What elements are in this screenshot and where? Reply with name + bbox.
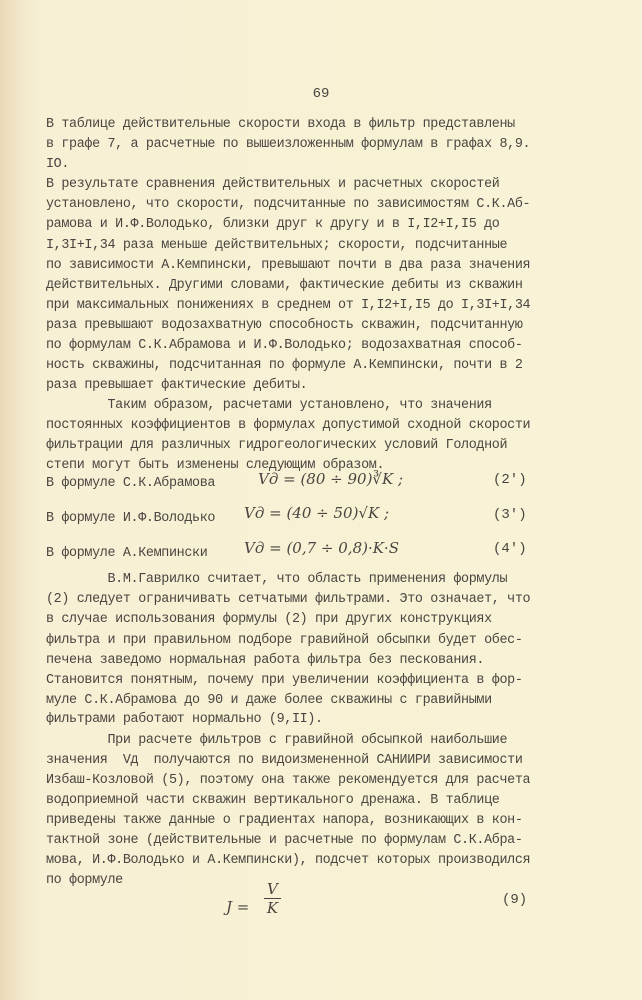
equation-number: (2′): [493, 472, 527, 488]
text-line: раза превышают водозахватную способность скважин, подсчитанную: [46, 318, 523, 333]
equation-number: (9): [502, 892, 528, 908]
text-line: действительных. Другими словами, фактические дебиты из скважин: [46, 278, 523, 293]
text-line: по зависимости А.Кемпински, превышают почти в два раза значения: [46, 258, 531, 273]
text-line: по формулам С.К.Абрамова и И.Ф.Володько; водозахватная способ-: [46, 338, 523, 353]
text-line: печена заведомо нормальная работа фильтра без пескования.: [46, 653, 485, 668]
text-line: муле С.К.Абрамова до 90 и даже более скважины с гравийными: [46, 693, 492, 708]
equation-number: (3′): [493, 507, 527, 523]
text-line: Избаш-Козловой (5), поэтому она также рекомендуется для расчета: [46, 773, 531, 788]
text-line: рамова и И.Ф.Володько, близки друг к другу и в I,I2+I,I5 до: [46, 217, 500, 232]
text-line: водоприемной части скважин вертикального дренажа. В таблице: [46, 793, 500, 808]
text-line: IO.: [46, 157, 70, 172]
text-line: В таблице действительные скорости входа в фильтр представлены: [46, 117, 515, 132]
fraction-numerator: V: [264, 880, 281, 899]
text-line: ность скважины, подсчитанная по формуле А.Кемпински, почти в 2: [46, 358, 523, 373]
text-line: тактной зоне (действительные и расчетные по формулам С.К.Абра-: [46, 833, 523, 848]
text-line: Таким образом, расчетами установлено, что значения: [46, 398, 492, 413]
text-line: в случае использования формулы (2) при других конструкциях: [46, 612, 492, 627]
text-line: I,3I+I,34 раза меньше действительных; скорости, подсчитанные: [46, 238, 508, 253]
formula-volodko: Vд = (40 ÷ 50)√K ;: [244, 504, 390, 522]
formula-label: В формуле А.Кемпински: [46, 546, 208, 561]
page-number: 69: [312, 86, 330, 102]
text-line: В результате сравнения действительных и расчетных скоростей: [46, 177, 500, 192]
text-line: фильтра и при правильном подборе гравийной обсыпки будет обес-: [46, 633, 523, 648]
text-line: мова, И.Ф.Володько и А.Кемпински), подсчет которых производился: [46, 853, 531, 868]
text-line: установлено, что скорости, подсчитанные по зависимостям С.К.Аб-: [46, 197, 531, 212]
text-line: При расчете фильтров с гравийной обсыпкой наибольшие: [46, 733, 508, 748]
formula-abramov: Vд = (80 ÷ 90)∛K ;: [258, 470, 404, 488]
gradient-formula-lhs: J =: [226, 898, 250, 916]
text-line: В.М.Гаврилко считает, что область применения формулы: [46, 572, 508, 587]
formula-label: В формуле И.Ф.Володько: [46, 511, 216, 526]
text-line: в графе 7, а расчетные по вышеизложенным формулам в графах 8,9.: [46, 137, 531, 152]
formula-label: В формуле С.К.Абрамова: [46, 476, 216, 491]
text-line: раза превышает фактические дебиты.: [46, 378, 308, 393]
text-line: фильтрации для различных гидрогеологических условий Голодной: [46, 438, 508, 453]
text-line: значения Vд получаются по видоизмененной САНИИРИ зависимости: [46, 753, 523, 768]
text-line: (2) следует ограничивать сетчатыми фильтрами. Это означает, что: [46, 592, 531, 607]
text-line: степи могут быть изменены следующим образом.: [46, 458, 385, 473]
text-line: при максимальных понижениях в среднем от I,I2+I,I5 до I,3I+I,34: [46, 298, 531, 313]
gradient-formula-fraction: [264, 880, 281, 917]
fraction-denominator: K: [266, 899, 279, 917]
text-line: Становится понятным, почему при увеличении коэффициента в фор-: [46, 673, 523, 688]
equation-number: (4′): [493, 541, 527, 557]
text-line: фильтрами работают нормально (9,II).: [46, 712, 323, 727]
text-line: постоянных коэффициентов в формулах допустимой сходной скорости: [46, 418, 531, 433]
text-line: по формуле: [46, 873, 123, 888]
formula-kempinski: Vд = (0,7 ÷ 0,8)·K·S: [244, 539, 399, 557]
text-line: приведены также данные о градиентах напора, возникающих в кон-: [46, 813, 523, 828]
